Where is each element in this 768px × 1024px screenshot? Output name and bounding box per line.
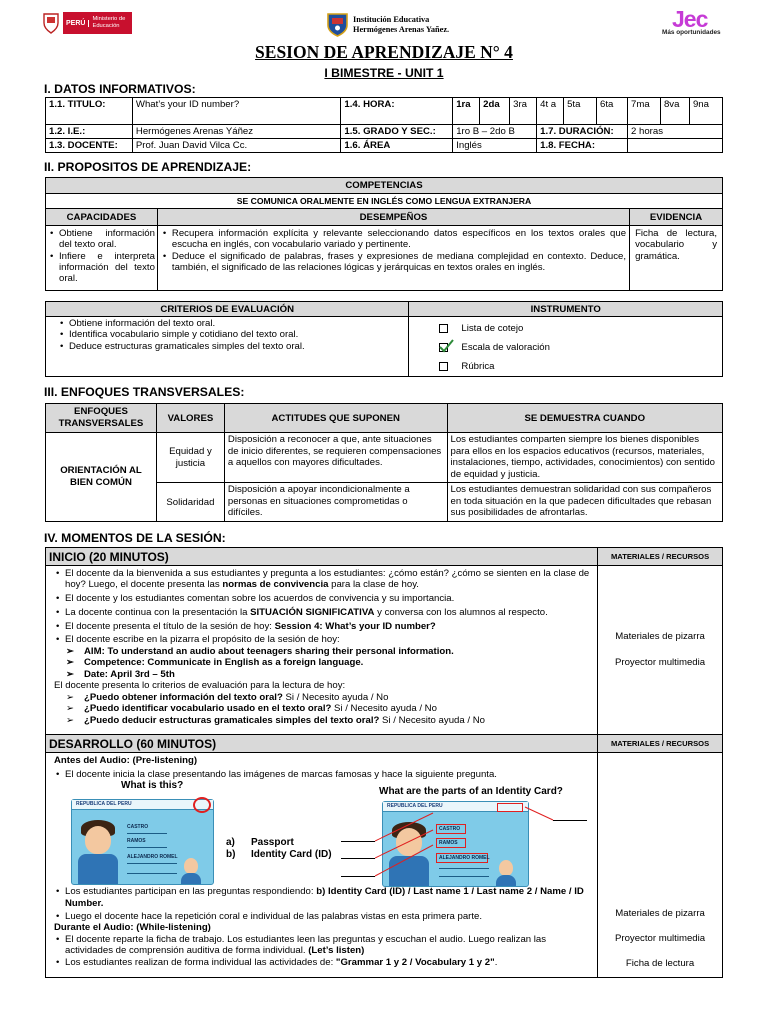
demuestra-header: SE DEMUESTRA CUANDO bbox=[447, 404, 722, 433]
evidencia-header: EVIDENCIA bbox=[630, 209, 723, 226]
actitud-cell: Disposición a reconocer a que, ante situaciones de inicio diferentes, se requieren compensaciones a aquellos con mayores dificultades. bbox=[224, 433, 447, 483]
section-heading-momentos: IV. MOMENTOS DE LA SESIÓN: bbox=[44, 531, 226, 545]
section-heading-enfoques: III. ENFOQUES TRANSVERSALES: bbox=[44, 385, 245, 399]
materiales-header: MATERIALES / RECURSOS bbox=[598, 548, 723, 566]
label-blank bbox=[341, 858, 375, 859]
desarrollo-title: DESARROLLO (60 MINUTOS) bbox=[46, 735, 598, 753]
criterios-header: CRITERIOS DE EVALUACIÓN bbox=[46, 302, 409, 317]
criterio-item: • Identifica vocabulario simple y cotidiano del texto oral. bbox=[58, 329, 404, 340]
titulo-value: What’s your ID number? bbox=[132, 98, 341, 125]
while-listening-label: Durante el Audio: (While-listening) bbox=[54, 922, 211, 934]
inicio-item: • El docente presenta el título de la sesión de hoy: Session 4: What’s your ID number? bbox=[54, 621, 593, 632]
actitudes-header: ACTITUDES QUE SUPONEN bbox=[224, 404, 447, 433]
jec-tagline: Más oportunidades bbox=[662, 29, 721, 36]
option-identity-card: b) Identity Card (ID) bbox=[226, 849, 332, 861]
date-line: ➢ Date: April 3rd – 5th bbox=[54, 669, 593, 681]
pre-listening-label: Antes del Audio: (Pre-listening) bbox=[54, 755, 198, 766]
demuestra-cell: Los estudiantes demuestran solidaridad con sus compañeros en toda situación en la que padecen dificultades que rebasan sus posibilidades de afrontarlas. bbox=[447, 483, 722, 522]
ministry-logo bbox=[42, 12, 132, 34]
desempeno-item: • Deduce el significado de palabras, frases y expresiones de mediana complejidad en contexto. Deduce, también, el significado de las relaciones lógicas y jerárquicas en textos orales en inglés. bbox=[161, 251, 626, 274]
criteria-question: ➢ ¿Puedo obtener información del texto oral? Si / Necesito ayuda / No bbox=[54, 692, 593, 704]
school-crest-icon bbox=[325, 11, 350, 37]
materiales-header: MATERIALES / RECURSOS bbox=[598, 735, 723, 753]
hour-cell: 3ra bbox=[510, 98, 537, 125]
material-item: Materiales de pizarra bbox=[615, 908, 705, 919]
material-item: Proyector multimedia bbox=[615, 933, 706, 944]
label-blank bbox=[341, 841, 375, 842]
label-blank bbox=[341, 876, 375, 877]
momentos-table bbox=[45, 547, 723, 978]
id-card-image bbox=[71, 799, 214, 885]
inicio-title: INICIO (20 MINUTOS) bbox=[46, 548, 598, 566]
demuestra-cell: Los estudiantes comparten siempre los bienes disponibles para ellos en los espacios educativos (recursos, materiales, instalaciones, tiempo, actividades, conocimientos) con sentido de equidad y justicia. bbox=[447, 433, 722, 483]
check-icon bbox=[439, 339, 454, 353]
card-header: REPUBLICA DEL PERU bbox=[76, 801, 132, 808]
page-subtitle: I BIMESTRE - UNIT 1 bbox=[324, 66, 444, 80]
card-surname2: RAMOS bbox=[439, 840, 458, 847]
criteria-intro: El docente presenta lo criterios de evaluación para la lectura de hoy: bbox=[54, 680, 346, 692]
option-passport: a) Passport bbox=[226, 837, 294, 849]
school-name-line2: Hermógenes Arenas Yañez. bbox=[353, 25, 450, 34]
competencias-header: COMPETENCIAS bbox=[46, 178, 723, 194]
instrument-label: Rúbrica bbox=[461, 361, 495, 372]
hour-cell: 4t a bbox=[537, 98, 564, 125]
what-is-this-question: What is this? bbox=[121, 780, 184, 792]
grado-value: 1ro B – 2do B bbox=[453, 125, 537, 139]
material-item: Materiales de pizarra bbox=[615, 631, 705, 642]
evidencia-text: Ficha de lectura, vocabulario y gramática. bbox=[630, 226, 723, 291]
capacidad-item: • Obtiene información del texto oral. bbox=[48, 228, 155, 251]
checkbox-rubrica[interactable] bbox=[439, 362, 448, 371]
fecha-label: 1.8. FECHA: bbox=[537, 139, 628, 153]
competence-line: ➢ Competence: Communicate in English as a foreign language. bbox=[54, 657, 593, 669]
competencia-text: SE COMUNICA ORALMENTE EN INGLÉS COMO LENGUA EXTRANJERA bbox=[46, 194, 723, 209]
section-heading-propositos: II. PROPOSITOS DE APRENDIZAJE: bbox=[44, 160, 252, 174]
desempenos-header: DESEMPEÑOS bbox=[157, 209, 629, 226]
desempeno-item: • Recupera información explícita y relevante seleccionando datos específicos en los textos orales que escucha en inglés, con vocabulario variado y pertinente. bbox=[161, 228, 626, 251]
material-item: Proyector multimedia bbox=[615, 657, 706, 668]
capacidad-item: • Infiere e interpreta información del texto oral. bbox=[48, 251, 155, 285]
pointer-lines-icon bbox=[375, 800, 555, 880]
inicio-item: • El docente escribe en la pizarra el propósito de la sesión de hoy: bbox=[54, 634, 593, 645]
hour-cell: 1ra bbox=[453, 98, 480, 125]
card-surname1: CASTRO bbox=[439, 826, 461, 833]
hour-cell: 2da bbox=[480, 98, 510, 125]
hour-cell: 8va bbox=[660, 98, 689, 125]
duracion-label: 1.7. DURACIÓN: bbox=[537, 125, 628, 139]
ie-value: Hermógenes Arenas Yáñez bbox=[132, 125, 341, 139]
area-value: Inglés bbox=[453, 139, 537, 153]
enfoques-header: ENFOQUES TRANSVERSALES bbox=[46, 404, 157, 433]
titulo-label: 1.1. TITULO: bbox=[46, 98, 133, 125]
duracion-value: 2 horas bbox=[628, 125, 723, 139]
inicio-item: • La docente continua con la presentación la SITUACIÓN SIGNIFICATIVA y conversa con los alumnos al respecto. bbox=[54, 607, 593, 618]
datos-table bbox=[45, 97, 723, 153]
actitud-cell: Disposición a apoyar incondicionalmente a personas en situaciones comprometidas o difíciles. bbox=[224, 483, 447, 522]
checkbox-escala-valoracion[interactable] bbox=[439, 343, 448, 352]
checkbox-lista-cotejo[interactable] bbox=[439, 324, 448, 333]
desarrollo-item: • El docente reparte la ficha de trabajo. Los estudiantes leen las preguntas y escuchan el audio. Luego realizan las actividades de comprensión auditiva de forma individual. (Let’s listen) bbox=[54, 934, 593, 957]
valor-cell: Equidad y justicia bbox=[156, 433, 224, 483]
criterio-item: • Deduce estructuras gramaticales simples del texto oral. bbox=[58, 341, 404, 352]
desarrollo-item: • El docente inicia la clase presentando las imágenes de marcas famosas y hace la siguiente pregunta. bbox=[54, 769, 593, 780]
section-heading-datos: I. DATOS INFORMATIVOS: bbox=[44, 82, 196, 96]
hour-cell: 9na bbox=[689, 98, 722, 125]
label-blank bbox=[553, 820, 587, 821]
fecha-value bbox=[628, 139, 723, 153]
valores-header: VALORES bbox=[156, 404, 224, 433]
ministry-name: Ministerio de Educación bbox=[92, 16, 126, 29]
hora-label: 1.4. HORA: bbox=[341, 98, 453, 125]
inicio-item: • El docente y los estudiantes comentan sobre los acuerdos de convivencia y su importancia. bbox=[54, 593, 593, 604]
criteria-question: ➢ ¿Puedo deducir estructuras gramaticales simples del texto oral? Si / Necesito ayuda / No bbox=[54, 715, 593, 727]
docente-label: 1.3. DOCENTE: bbox=[46, 139, 133, 153]
card-given-names: ALEJANDRO ROMEL bbox=[439, 855, 490, 862]
card-surname1: CASTRO bbox=[127, 824, 149, 831]
card-surname2: RAMOS bbox=[127, 838, 146, 845]
material-item: Ficha de lectura bbox=[625, 958, 695, 969]
jec-logo bbox=[662, 6, 726, 38]
ministry-country: PERÚ bbox=[63, 20, 89, 27]
aim-line: ➢ AIM: To understand an audio about teenagers sharing their personal information. bbox=[54, 646, 593, 658]
desarrollo-item: • Luego el docente hace la repetición coral e individual de las palabras vistas en esta primera parte. bbox=[54, 911, 593, 922]
hour-cell: 7ma bbox=[628, 98, 661, 125]
valor-cell: Solidaridad bbox=[156, 483, 224, 522]
enfoque-name: ORIENTACIÓN AL BIEN COMÚN bbox=[46, 433, 157, 522]
card-header: REPUBLICA DEL PERU bbox=[387, 803, 443, 810]
instrumento-header: INSTRUMENTO bbox=[409, 302, 723, 317]
criterios-table bbox=[45, 301, 723, 377]
criteria-question: ➢ ¿Puedo identificar vocabulario usado en el texto oral? Si / Necesito ayuda / No bbox=[54, 703, 593, 715]
hour-cell: 6ta bbox=[597, 98, 628, 125]
instrument-label: Escala de valoración bbox=[461, 342, 550, 353]
hour-cell: 5ta bbox=[564, 98, 597, 125]
highlight-circle-icon bbox=[193, 797, 211, 813]
page-title: SESION DE APRENDIZAJE N° 4 bbox=[255, 42, 513, 62]
jec-logo-text: Jec bbox=[672, 6, 708, 32]
capacidades-header: CAPACIDADES bbox=[46, 209, 158, 226]
desarrollo-item: • Los estudiantes participan en las preguntas respondiendo: b) Identity Card (ID) / Last name 1 / Last name 2 / Name / ID Number. bbox=[54, 886, 593, 909]
grado-label: 1.5. GRADO Y SEC.: bbox=[341, 125, 453, 139]
area-label: 1.6. ÁREA bbox=[341, 139, 453, 153]
inicio-item: • El docente da la bienvenida a sus estudiantes y pregunta a los estudiantes: ¿cómo están? ¿cómo se sienten en la clase de hoy? Luego, el docente presenta las normas de convivencia para la clase de hoy. bbox=[54, 568, 593, 591]
school-name-line1: Institución Educativa bbox=[353, 15, 430, 24]
instrument-label: Lista de cotejo bbox=[461, 323, 524, 334]
parts-question: What are the parts of an Identity Card? bbox=[379, 786, 563, 798]
card-given-names: ALEJANDRO ROMEL bbox=[127, 854, 178, 861]
docente-value: Prof. Juan David Vilca Cc. bbox=[132, 139, 341, 153]
desarrollo-item: • Los estudiantes realizan de forma individual las actividades de: "Grammar 1 y 2 / Vocabulary 1 y 2". bbox=[54, 957, 593, 968]
criterio-item: • Obtiene información del texto oral. bbox=[58, 318, 404, 329]
ie-label: 1.2. I.E.: bbox=[46, 125, 133, 139]
competencias-table bbox=[45, 177, 723, 291]
peru-shield-icon bbox=[42, 12, 60, 34]
enfoques-table bbox=[45, 403, 723, 522]
